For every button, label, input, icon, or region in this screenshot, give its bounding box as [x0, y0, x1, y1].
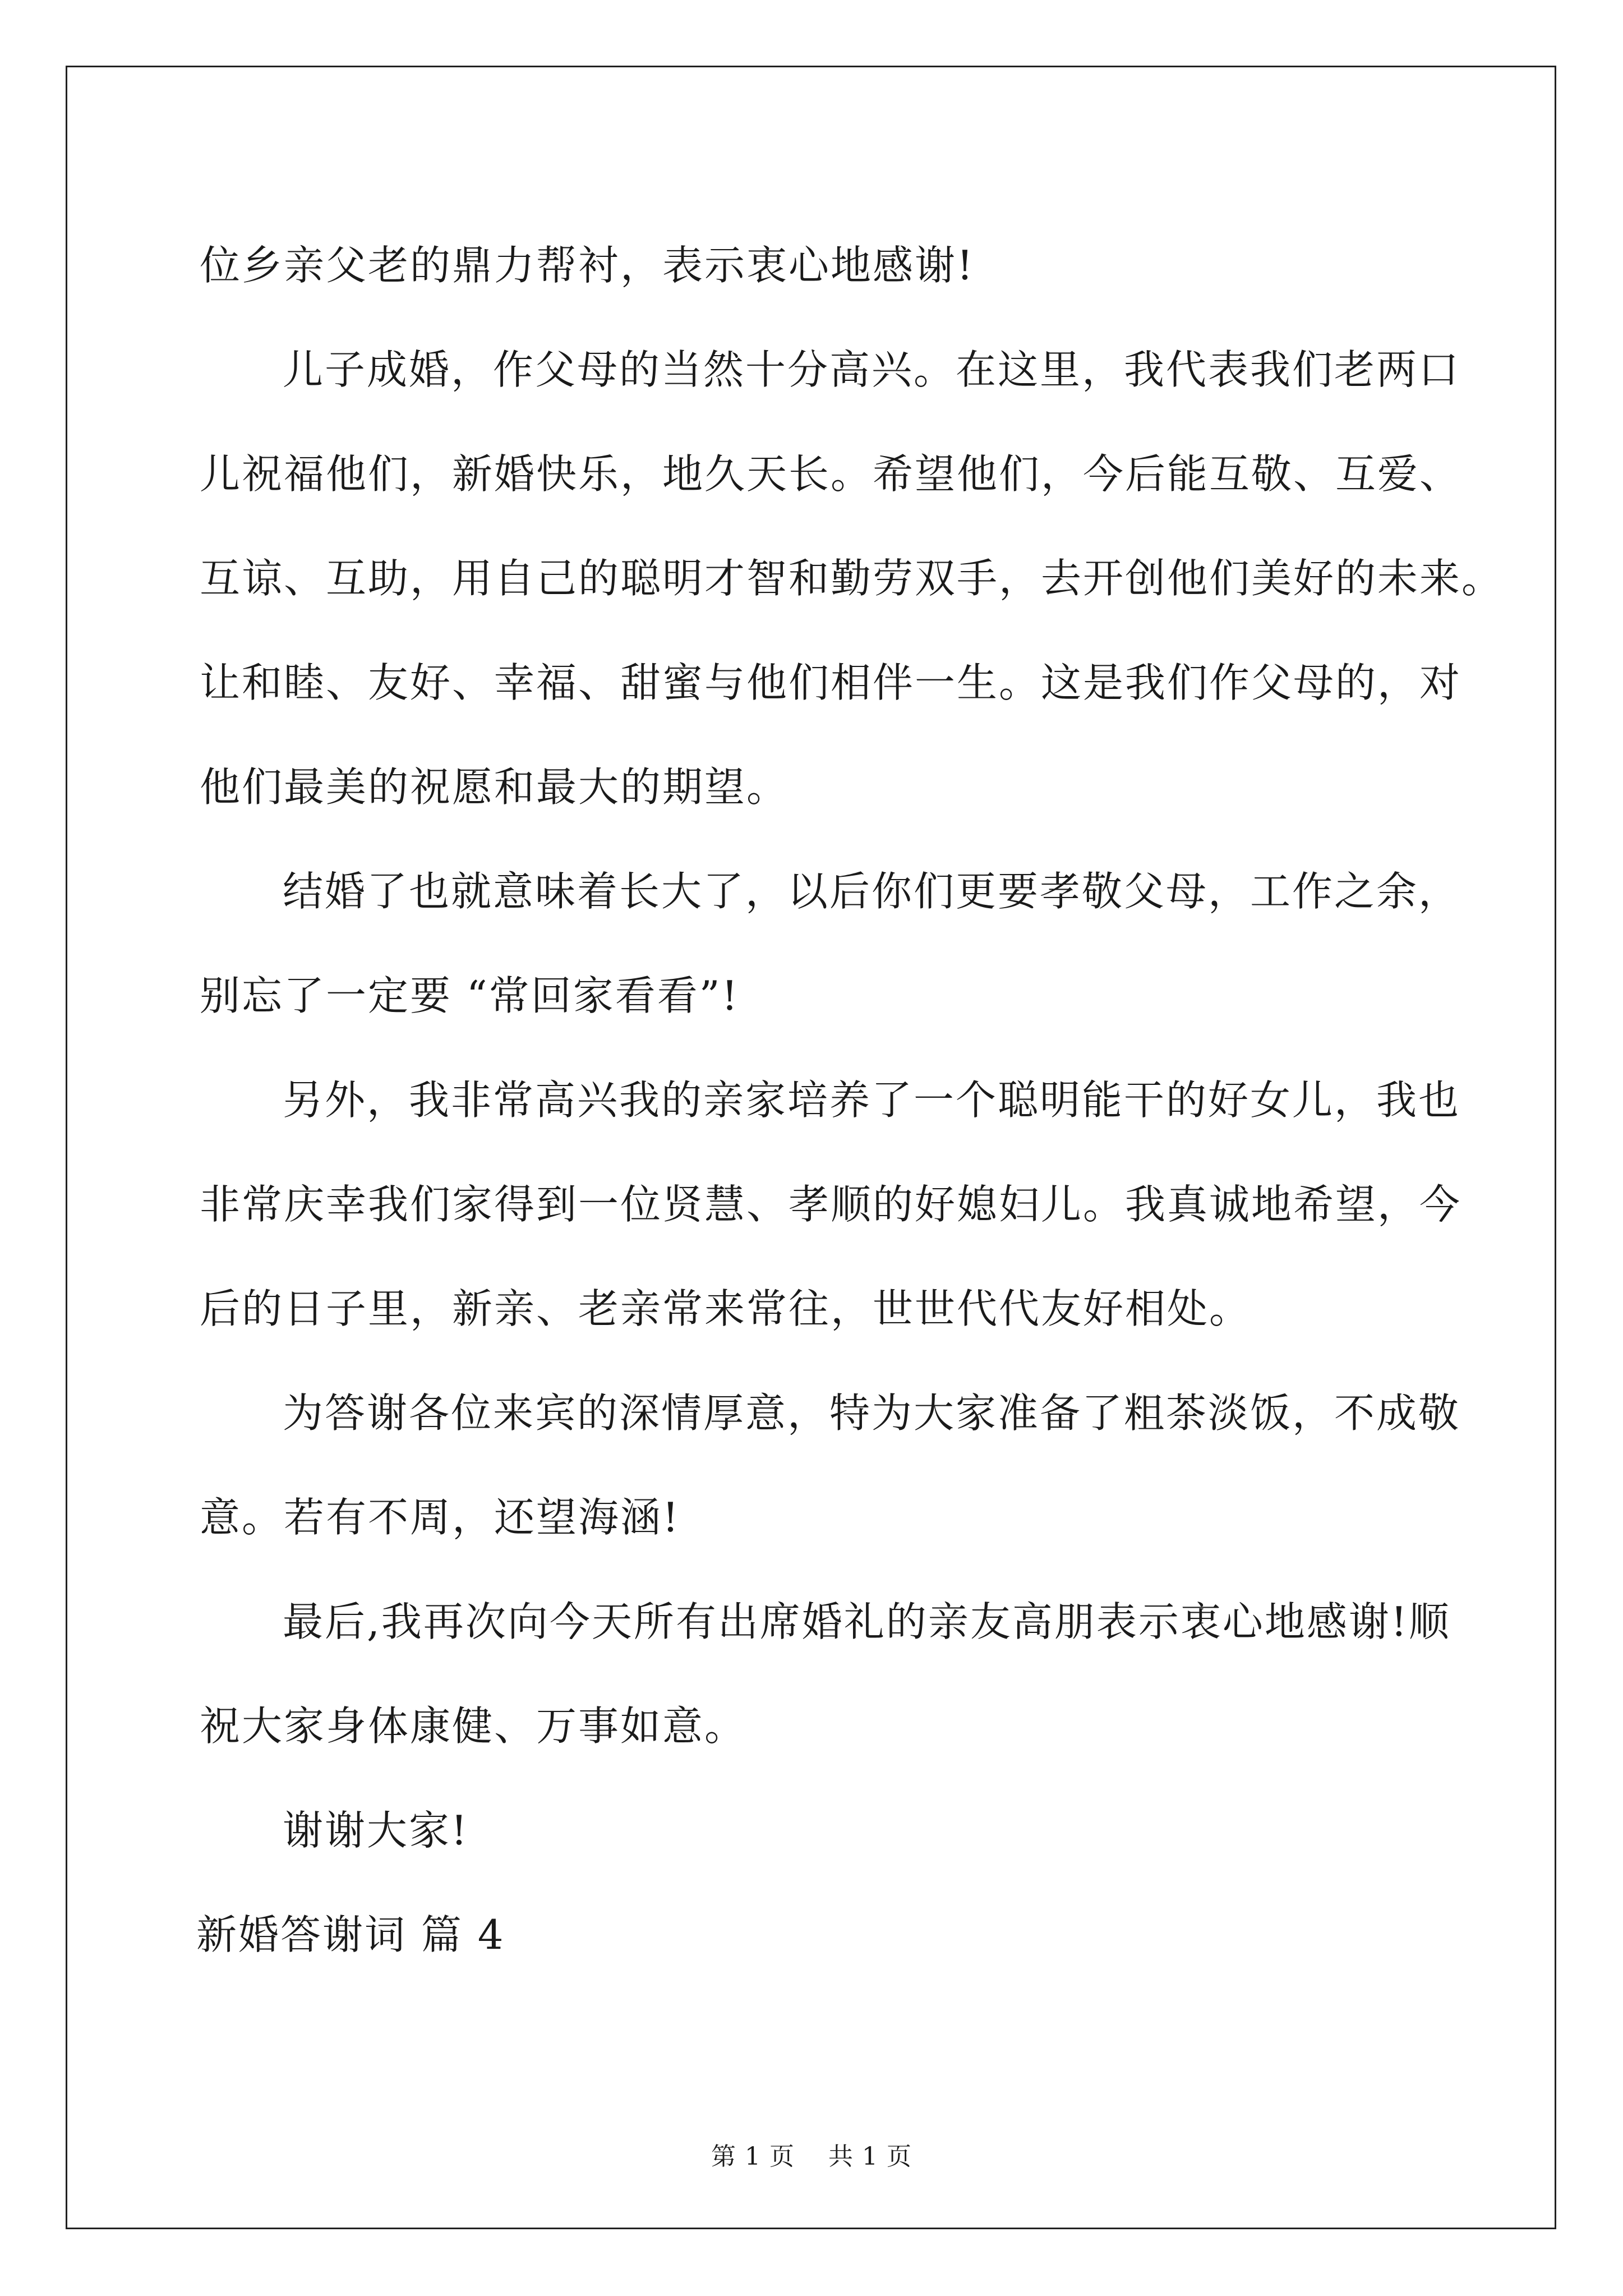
text-line: 儿子成婚，作父母的当然十分高兴。在这里，我代表我们老两口	[283, 346, 1461, 393]
text-line: 意。若有不周，还望海涵!	[200, 1494, 680, 1541]
page-footer	[0, 2136, 1623, 2172]
text-line: 为答谢各位来宾的深情厚意，特为大家准备了粗茶淡饭，不成敬	[283, 1389, 1461, 1437]
text-line: 后的日子里，新亲、老亲常来常往，世世代代友好相处。	[200, 1285, 1252, 1332]
text-line: 结婚了也就意味着长大了，以后你们更要孝敬父母，工作之余，	[283, 868, 1461, 915]
text-line: 最后,我再次向今天所有出席婚礼的亲友高朋表示衷心地感谢!顺	[283, 1598, 1451, 1645]
text-line: 他们最美的祝愿和最大的期望。	[200, 763, 789, 811]
text-line: 让和睦、友好、幸福、甜蜜与他们相伴一生。这是我们作父母的，对	[200, 659, 1462, 706]
text-line: 祝大家身体康健、万事如意。	[200, 1703, 747, 1750]
text-line: 另外，我非常高兴我的亲家培养了一个聪明能干的好女儿，我也	[283, 1076, 1461, 1124]
text-line: 互谅、互助，用自己的聪明才智和勤劳双手，去开创他们美好的未来。	[200, 555, 1504, 602]
text-line: 位乡亲父老的鼎力帮衬，表示衷心地感谢!	[200, 242, 975, 289]
text-line: 非常庆幸我们家得到一位贤慧、孝顺的好媳妇儿。我真诚地希望，今	[200, 1181, 1462, 1228]
text-line: 别忘了一定要 “常回家看看”!	[200, 972, 740, 1019]
document-body	[196, 213, 1504, 1987]
page-number-total: 共 1 页	[828, 2142, 912, 2171]
section-heading: 新婚答谢词 篇 4	[196, 1911, 505, 1958]
text-line: 谢谢大家!	[283, 1807, 469, 1854]
text-line: 儿祝福他们，新婚快乐，地久天长。希望他们，今后能互敬、互爱、	[200, 450, 1462, 498]
page-number-current: 第 1 页	[711, 2142, 795, 2171]
